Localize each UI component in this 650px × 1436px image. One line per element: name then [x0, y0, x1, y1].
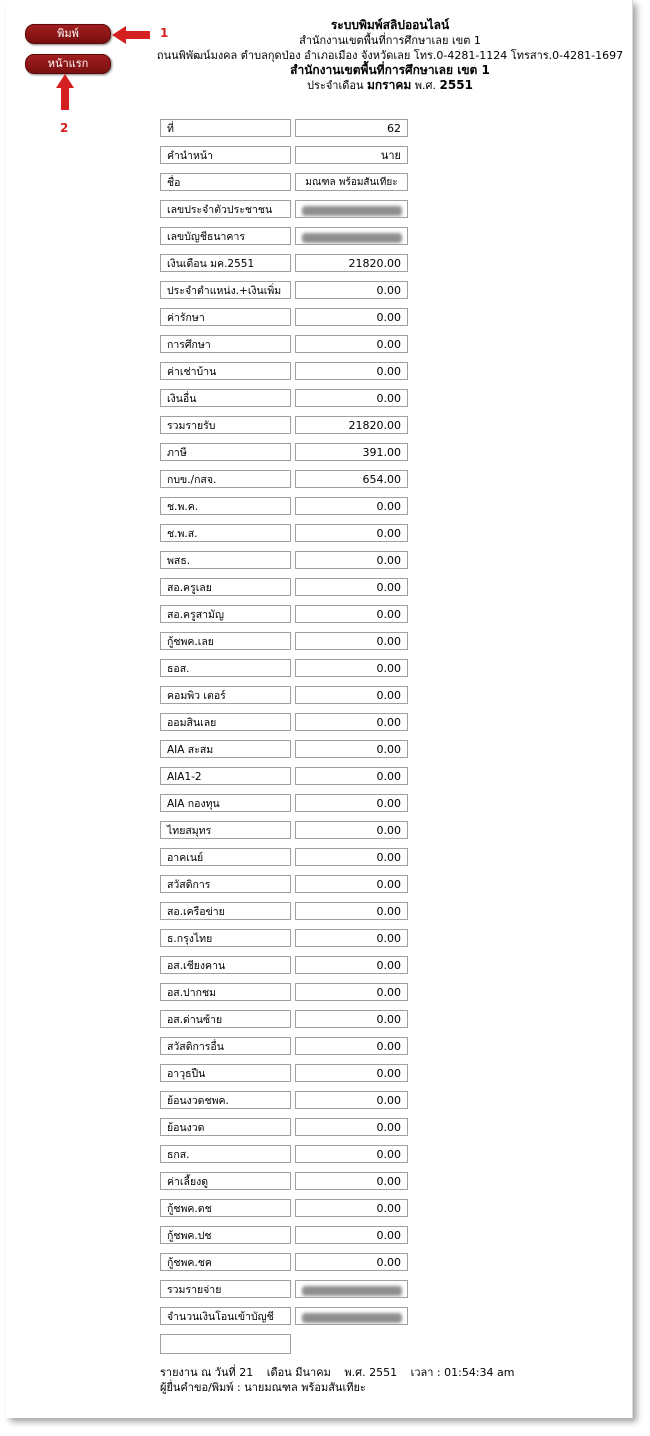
table-row — [160, 713, 410, 740]
row-value: 0.00 — [295, 362, 408, 380]
row-value: 0.00 — [295, 524, 408, 542]
table-row — [160, 200, 410, 227]
arrow-up-icon — [56, 74, 74, 110]
row-value: 0.00 — [295, 767, 408, 785]
table-row — [160, 1010, 410, 1037]
redacted-value — [295, 200, 408, 218]
redaction-blur — [302, 206, 402, 216]
table-row — [160, 821, 410, 848]
row-value: 62 — [295, 119, 408, 137]
report-month: มีนาคม — [295, 1366, 331, 1379]
table-row — [160, 119, 410, 146]
row-label: สอ.ครูเลย — [160, 578, 291, 596]
table-row — [160, 470, 410, 497]
row-label: กู้ชพค.เลย — [160, 632, 291, 650]
table-row — [160, 416, 410, 443]
row-label: เลขบัญชีธนาคาร — [160, 227, 291, 245]
table-row — [160, 254, 410, 281]
row-label: ย้อนงวดชพค. — [160, 1091, 291, 1109]
redaction-blur — [302, 233, 402, 243]
row-value: 0.00 — [295, 605, 408, 623]
table-row — [160, 605, 410, 632]
row-value: 21820.00 — [295, 254, 408, 272]
table-row — [160, 497, 410, 524]
row-value: 391.00 — [295, 443, 408, 461]
row-value: 0.00 — [295, 1172, 408, 1190]
table-row — [160, 335, 410, 362]
table-row — [160, 551, 410, 578]
row-label: สอ.ครูสามัญ — [160, 605, 291, 623]
row-label: ที่ — [160, 119, 291, 137]
row-value: 0.00 — [295, 335, 408, 353]
report-date-line — [160, 1365, 515, 1380]
table-row — [160, 1037, 410, 1064]
table-row — [160, 1118, 410, 1145]
report-month-label: เดือน — [266, 1366, 292, 1379]
table-row — [160, 956, 410, 983]
slip-month — [150, 78, 630, 93]
row-value: 0.00 — [295, 1010, 408, 1028]
requester-name: นายมณฑล พร้อมสันเทียะ — [244, 1381, 366, 1394]
home-button[interactable]: หน้าแรก — [25, 54, 111, 74]
row-label: ธกส. — [160, 1145, 291, 1163]
table-row — [160, 146, 410, 173]
table-row — [160, 362, 410, 389]
table-row — [160, 875, 410, 902]
table-row — [160, 1280, 410, 1307]
row-value: 0.00 — [295, 389, 408, 407]
row-value: 0.00 — [295, 551, 408, 569]
redacted-value — [295, 1280, 408, 1298]
row-label: ค่าเลี้ยงดู — [160, 1172, 291, 1190]
row-label: เงินเดือน มค.2551 — [160, 254, 291, 272]
row-value: 0.00 — [295, 281, 408, 299]
table-row — [160, 443, 410, 470]
row-label: AIA สะสม — [160, 740, 291, 758]
row-label: ธ.กรุงไทย — [160, 929, 291, 947]
row-value: 0.00 — [295, 578, 408, 596]
row-value: 0.00 — [295, 875, 408, 893]
year-label: พ.ศ. — [414, 79, 437, 92]
row-value: 0.00 — [295, 1037, 408, 1055]
row-label: AIA1-2 — [160, 767, 291, 785]
row-label: คอมพิว เตอร์ — [160, 686, 291, 704]
row-label: สวัสดิการ — [160, 875, 291, 893]
row-value: 0.00 — [295, 659, 408, 677]
row-label: เลขประจำตัวประชาชน — [160, 200, 291, 218]
report-date-label: รายงาน ณ วันที่ — [160, 1366, 236, 1379]
table-row — [160, 983, 410, 1010]
row-label: กู้ชพค.ปช — [160, 1226, 291, 1244]
arrow-left-icon — [112, 26, 152, 44]
table-row — [160, 1091, 410, 1118]
table-row — [160, 767, 410, 794]
row-label: อาวุธปืน — [160, 1064, 291, 1082]
row-value: 0.00 — [295, 713, 408, 731]
row-value: 0.00 — [295, 1118, 408, 1136]
row-label: อส.ปากชม — [160, 983, 291, 1001]
table-row — [160, 524, 410, 551]
table-row — [160, 1253, 410, 1280]
row-label: ภาษี — [160, 443, 291, 461]
report-footer — [160, 1365, 515, 1395]
report-time: 01:54:34 am — [444, 1366, 515, 1379]
slip-header — [150, 18, 630, 93]
print-button[interactable]: พิมพ์ — [25, 24, 111, 44]
row-value: 21820.00 — [295, 416, 408, 434]
row-label: การศึกษา — [160, 335, 291, 353]
row-label: ช.พ.ค. — [160, 497, 291, 515]
row-value: 0.00 — [295, 1091, 408, 1109]
office-name: สำนักงานเขตพื้นที่การศึกษาเลย เขต 1 — [299, 34, 481, 47]
annotation-1: 1 — [160, 26, 169, 40]
table-row — [160, 659, 410, 686]
row-value: 0.00 — [295, 983, 408, 1001]
row-value: 0.00 — [295, 1064, 408, 1082]
row-value: 0.00 — [295, 686, 408, 704]
row-label: อส.ด่านซ้าย — [160, 1010, 291, 1028]
row-label: ประจำตำแหน่ง.+เงินเพิ่ม — [160, 281, 291, 299]
row-label: ค่ารักษา — [160, 308, 291, 326]
table-row — [160, 578, 410, 605]
table-row — [160, 308, 410, 335]
table-row — [160, 173, 410, 200]
redacted-value — [295, 227, 408, 245]
table-row — [160, 794, 410, 821]
table-row — [160, 848, 410, 875]
table-row — [160, 1199, 410, 1226]
row-value: 0.00 — [295, 848, 408, 866]
empty-field — [160, 1334, 291, 1354]
row-value: 0.00 — [295, 929, 408, 947]
row-value: 0.00 — [295, 632, 408, 650]
row-value: นาย — [295, 146, 408, 164]
table-row — [160, 686, 410, 713]
row-label: กบข./กสจ. — [160, 470, 291, 488]
row-label: ธอส. — [160, 659, 291, 677]
row-value: 0.00 — [295, 740, 408, 758]
table-row — [160, 1172, 410, 1199]
row-value: มณฑล พร้อมสันเทียะ — [295, 173, 408, 191]
row-value: 0.00 — [295, 794, 408, 812]
month-label: ประจำเดือน — [307, 79, 364, 92]
redaction-blur — [302, 1313, 402, 1323]
report-year-label: พ.ศ. — [344, 1366, 366, 1379]
row-label: พสธ. — [160, 551, 291, 569]
row-label: รวมรายรับ — [160, 416, 291, 434]
requester-line — [160, 1380, 515, 1395]
row-value: 0.00 — [295, 902, 408, 920]
table-row — [160, 929, 410, 956]
row-value: 654.00 — [295, 470, 408, 488]
report-year: 2551 — [369, 1366, 398, 1379]
row-label: กู้ชพค.ตช — [160, 1199, 291, 1217]
report-day: 21 — [239, 1366, 254, 1379]
row-label: รวมรายจ่าย — [160, 1280, 291, 1298]
table-row — [160, 227, 410, 254]
row-value: 0.00 — [295, 1199, 408, 1217]
row-value: 0.00 — [295, 1253, 408, 1271]
row-label: AIA กองทุน — [160, 794, 291, 812]
row-value: 0.00 — [295, 308, 408, 326]
row-label: ช.พ.ส. — [160, 524, 291, 542]
slip-table — [160, 119, 410, 1334]
row-value: 0.00 — [295, 821, 408, 839]
row-label: ย้อนงวด — [160, 1118, 291, 1136]
row-value: 0.00 — [295, 1145, 408, 1163]
row-label: อาคเนย์ — [160, 848, 291, 866]
row-value: 0.00 — [295, 956, 408, 974]
table-row — [160, 740, 410, 767]
redaction-blur — [302, 1286, 402, 1296]
report-time-label: เวลา : — [410, 1366, 441, 1379]
row-label: ชื่อ — [160, 173, 291, 191]
row-label: ค่าเช่าบ้าน — [160, 362, 291, 380]
table-row — [160, 1307, 410, 1334]
row-label: ไทยสมุทร — [160, 821, 291, 839]
row-label: เงินอื่น — [160, 389, 291, 407]
row-label: สวัสดิการอื่น — [160, 1037, 291, 1055]
office-address: ถนนพิพัฒน์มงคล ตำบลกุดป่อง อำเภอเมือง จังหวัดเลย โทร.0-4281-1124 โทรสาร.0-4281-1697 — [156, 49, 624, 62]
row-label: จำนวนเงินโอนเข้าบัญชี — [160, 1307, 291, 1325]
table-row — [160, 389, 410, 416]
year-value: 2551 — [439, 78, 473, 92]
row-value: 0.00 — [295, 1226, 408, 1244]
table-row — [160, 1145, 410, 1172]
annotation-2: 2 — [60, 121, 69, 135]
redacted-value — [295, 1307, 408, 1325]
row-label: สอ.เครือข่าย — [160, 902, 291, 920]
row-value: 0.00 — [295, 497, 408, 515]
requester-label: ผู้ยื่นคำขอ/พิมพ์ : — [160, 1381, 241, 1394]
table-row — [160, 632, 410, 659]
table-row — [160, 281, 410, 308]
table-row — [160, 1064, 410, 1091]
month-value: มกราคม — [367, 78, 412, 92]
row-label: ออมสินเลย — [160, 713, 291, 731]
row-label: อส.เชียงคาน — [160, 956, 291, 974]
system-title: ระบบพิมพ์สลิปออนไลน์ — [330, 18, 450, 32]
office-name-bold: สำนักงานเขตพื้นที่การศึกษาเลย เขต 1 — [290, 63, 490, 77]
table-row — [160, 902, 410, 929]
row-label: กู้ชพค.ชค — [160, 1253, 291, 1271]
table-row — [160, 1226, 410, 1253]
row-label: คำนำหน้า — [160, 146, 291, 164]
